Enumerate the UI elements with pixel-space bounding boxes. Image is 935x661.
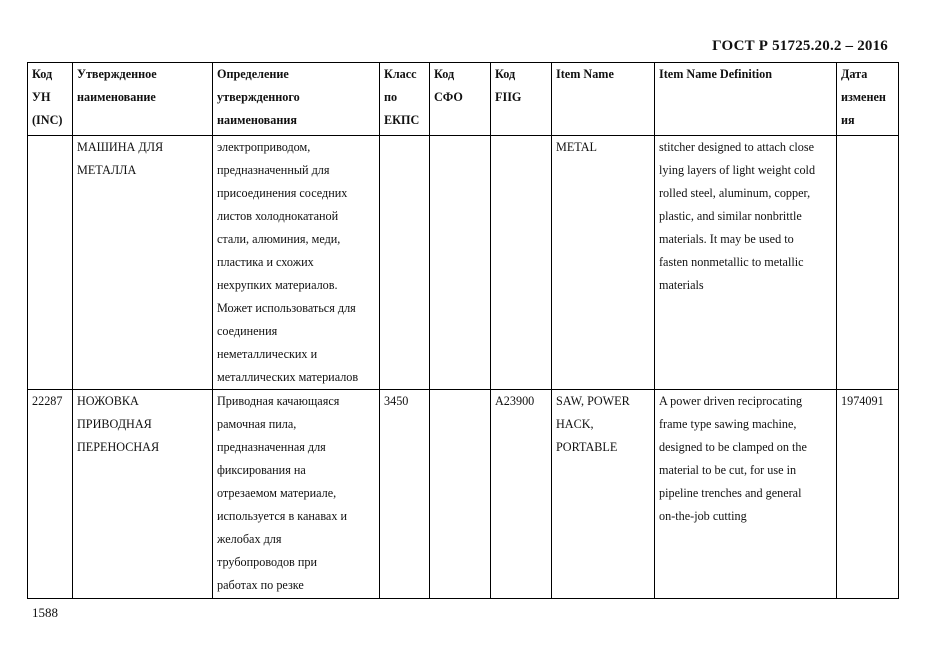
cell-line: METAL	[556, 140, 597, 154]
cell-item-definition	[655, 136, 837, 390]
cell-line: rolled steel, aluminum, copper,	[659, 186, 811, 200]
col-header-fiig: Код FIIG	[491, 63, 552, 136]
cell-line: materials	[659, 278, 704, 292]
cell-line: Приводная качающаяся	[217, 394, 340, 408]
cell-line: pipeline trenches and general	[659, 486, 802, 500]
cell-line: пластика и схожих	[217, 255, 314, 269]
page-number: 1588	[32, 605, 58, 620]
document-header: ГОСТ Р 51725.20.2 – 2016	[712, 38, 888, 54]
table-row	[28, 390, 899, 599]
cell-line: HACK,	[556, 417, 594, 431]
col-header-item-definition: Item Name Definition	[655, 63, 837, 136]
cell-class	[380, 136, 430, 390]
cell-line: используется в канавах и	[217, 509, 348, 523]
table-header-row	[28, 63, 899, 136]
cell-line: stitcher designed to attach close	[659, 140, 814, 154]
cell-fiig	[491, 390, 552, 599]
cell-line: предназначенный для	[217, 163, 330, 177]
cell-inc	[28, 390, 73, 599]
cell-line: НОЖОВКА	[77, 394, 139, 408]
col-header-class: Класс по ЕКПС	[380, 63, 430, 136]
cell-line: фиксирования на	[217, 463, 306, 477]
cell-line: рамочная пила,	[217, 417, 297, 431]
cell-item-name	[552, 136, 655, 390]
cell-line: трубопроводов при	[217, 555, 317, 569]
cell-line: A power driven reciprocating	[659, 394, 803, 408]
cell-line: присоединения соседних	[217, 186, 348, 200]
cell-line: листов холоднокатаной	[217, 209, 339, 223]
col-header-inc: Код УН (INC)	[28, 63, 73, 136]
cell-line: 3450	[384, 394, 409, 408]
nomenclature-table	[27, 62, 899, 599]
cell-sfo	[430, 390, 491, 599]
cell-line: ПРИВОДНАЯ	[77, 417, 152, 431]
col-header-sfo: Код СФО	[430, 63, 491, 136]
cell-line: желобах для	[217, 532, 282, 546]
cell-line: неметаллических и	[217, 347, 318, 361]
cell-line: нехрупких материалов.	[217, 278, 338, 292]
cell-line: A23900	[495, 394, 535, 408]
cell-line: Может использоваться для	[217, 301, 356, 315]
cell-line: plastic, and similar nonbrittle	[659, 209, 802, 223]
cell-line: frame type sawing machine,	[659, 417, 797, 431]
cell-line: SAW, POWER	[556, 394, 630, 408]
cell-line: fasten nonmetallic to metallic	[659, 255, 804, 269]
table-row	[28, 136, 899, 390]
col-header-date: Дата изменен ия	[837, 63, 899, 136]
cell-line: on-the-job cutting	[659, 509, 747, 523]
cell-definition	[213, 136, 380, 390]
cell-approved-name	[73, 390, 213, 599]
cell-line: lying layers of light weight cold	[659, 163, 816, 177]
cell-line: электроприводом,	[217, 140, 311, 154]
cell-line: предназначенная для	[217, 440, 326, 454]
cell-line: МЕТАЛЛА	[77, 163, 137, 177]
cell-line: металлических материалов	[217, 370, 359, 384]
cell-line: 22287	[32, 394, 63, 408]
col-header-item-name: Item Name	[552, 63, 655, 136]
cell-line: ПЕРЕНОСНАЯ	[77, 440, 160, 454]
cell-line: material to be cut, for use in	[659, 463, 797, 477]
cell-approved-name	[73, 136, 213, 390]
cell-line: materials. It may be used to	[659, 232, 794, 246]
cell-class	[380, 390, 430, 599]
col-header-definition: Определение утвержденного наименования	[213, 63, 380, 136]
cell-line: designed to be clamped on the	[659, 440, 807, 454]
cell-line: работах по резке	[217, 578, 304, 592]
cell-definition	[213, 390, 380, 599]
cell-fiig	[491, 136, 552, 390]
col-header-approved-name: Утвержденное наименование	[73, 63, 213, 136]
cell-line: соединения	[217, 324, 278, 338]
cell-item-name	[552, 390, 655, 599]
cell-item-definition	[655, 390, 837, 599]
cell-date	[837, 390, 899, 599]
cell-inc	[28, 136, 73, 390]
cell-sfo	[430, 136, 491, 390]
cell-line: отрезаемом материале,	[217, 486, 337, 500]
cell-date	[837, 136, 899, 390]
cell-line: МАШИНА ДЛЯ	[77, 140, 164, 154]
cell-line: PORTABLE	[556, 440, 618, 454]
cell-line: 1974091	[841, 394, 884, 408]
cell-line: стали, алюминия, меди,	[217, 232, 341, 246]
